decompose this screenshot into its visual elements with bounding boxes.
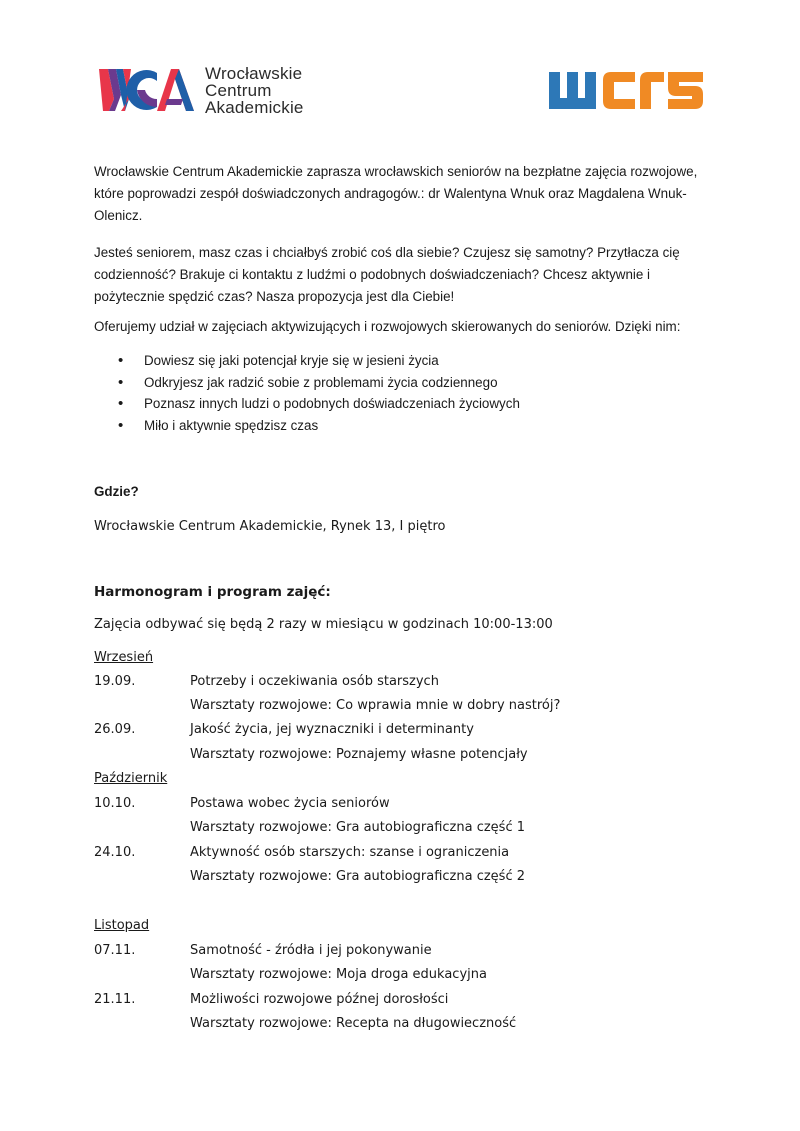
list-item: • Dowiesz się jaki potencjał kryje się w jesieni życia — [94, 350, 520, 372]
wca-logo-mark-icon — [99, 65, 195, 115]
session-workshop: Warsztaty rozwojowe: Poznajemy własne potencjały — [190, 747, 528, 762]
wca-logo — [99, 63, 329, 117]
session-date: 10.10. — [94, 796, 136, 811]
schedule-title: Harmonogram i program zajęć: — [94, 584, 331, 600]
month-september: Wrzesień — [94, 650, 154, 665]
wca-logo-wordmark — [205, 65, 304, 116]
session-date: 26.09. — [94, 722, 136, 737]
benefits-list — [94, 350, 520, 436]
session-topic: Możliwości rozwojowe późnej dorosłości — [190, 992, 449, 1007]
session-workshop: Warsztaty rozwojowe: Co wprawia mnie w dobry nastrój? — [190, 698, 561, 713]
wca-logo-line-2: Centrum — [205, 80, 272, 100]
list-item: • Poznasz innych ludzi o podobnych doświadczeniach życiowych — [94, 393, 520, 415]
session-topic: Postawa wobec życia seniorów — [190, 796, 390, 811]
session-date: 07.11. — [94, 943, 136, 958]
session-date: 24.10. — [94, 845, 136, 860]
session-workshop: Warsztaty rozwojowe: Moja droga edukacyjna — [190, 967, 487, 982]
intro-paragraph-2: Jesteś seniorem, masz czas i chciałbyś zrobić coś dla siebie? Czujesz się samotny? Przytłacza cię codzienność? Brakuje ci kontaktu z ludźmi o podobnych doświadczeniach? Chcesz aktywnie i pożytecznie spędzić czas? Nasza propozycja jest dla Ciebie! — [94, 245, 680, 304]
where-address: Wrocławskie Centrum Akademickie, Rynek 13, I piętro — [94, 519, 446, 534]
schedule-frequency: Zajęcia odbywać się będą 2 razy w miesiącu w godzinach 10:00-13:00 — [94, 617, 553, 632]
intro-paragraph-3: Oferujemy udział w zajęciach aktywizujących i rozwojowych skierowanych do seniorów. Dzięki nim: — [94, 319, 681, 334]
month-november: Listopad — [94, 918, 150, 933]
session-topic: Aktywność osób starszych: szanse i ograniczenia — [190, 845, 510, 860]
wca-logo-line-3: Akademickie — [205, 97, 304, 117]
session-topic: Samotność - źródła i jej pokonywanie — [190, 943, 432, 958]
wcrs-logo — [547, 68, 705, 113]
session-topic: Potrzeby i oczekiwania osób starszych — [190, 674, 439, 689]
wca-logo-line-1: Wrocławskie — [205, 63, 303, 83]
session-date: 19.09. — [94, 674, 136, 689]
session-workshop: Warsztaty rozwojowe: Recepta na długowieczność — [190, 1016, 517, 1031]
list-item: • Odkryjesz jak radzić sobie z problemami życia codziennego — [94, 372, 520, 394]
month-october: Październik — [94, 771, 168, 786]
session-workshop: Warsztaty rozwojowe: Gra autobiograficzna część 2 — [190, 869, 525, 884]
session-workshop: Warsztaty rozwojowe: Gra autobiograficzna część 1 — [190, 820, 525, 835]
session-topic: Jakość życia, jej wyznaczniki i determinanty — [190, 722, 474, 737]
session-date: 21.11. — [94, 992, 136, 1007]
where-heading: Gdzie? — [94, 484, 139, 499]
intro-paragraph-1: Wrocławskie Centrum Akademickie zaprasza wrocławskich seniorów na bezpłatne zajęcia rozwojowe, które poprowadzi zespół doświadczonych andragogów.: dr Walentyna Wnuk oraz Magdalena Wnuk-Olenicz. — [94, 164, 698, 223]
list-item: • Miło i aktywnie spędzisz czas — [94, 415, 520, 437]
